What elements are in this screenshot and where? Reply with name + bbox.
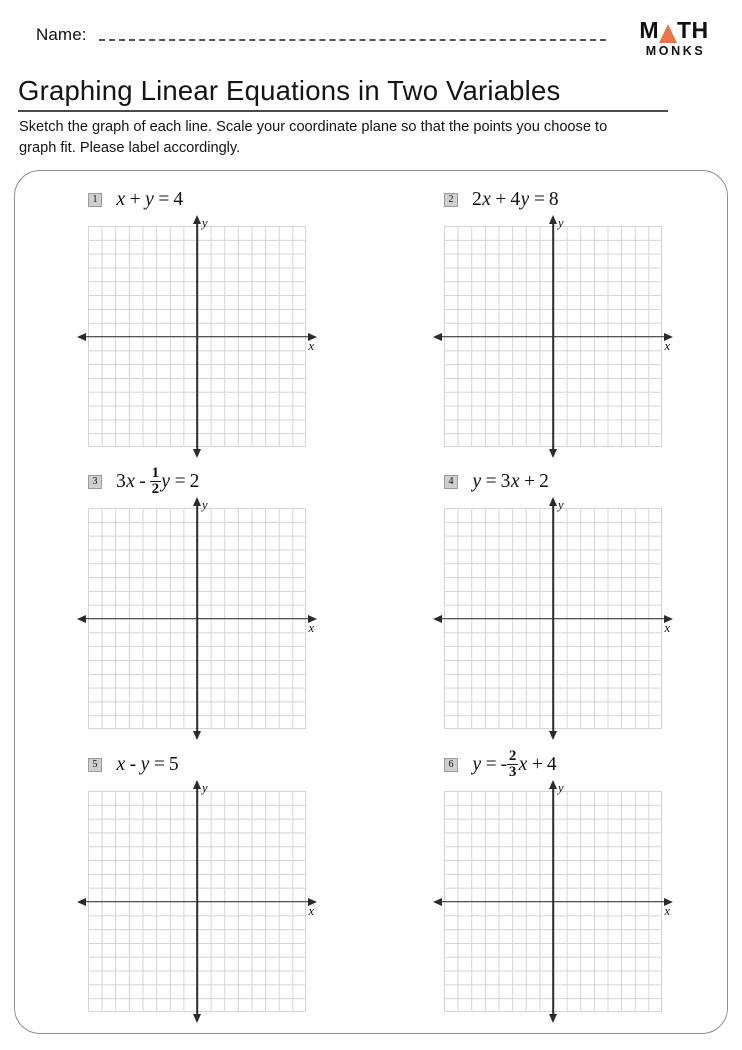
x-axis	[437, 336, 669, 338]
coordinate-plane-2[interactable]	[444, 216, 670, 447]
coordinate-plane-1[interactable]	[88, 216, 314, 447]
coordinate-plane-6[interactable]	[444, 781, 670, 1012]
problem-1-header	[88, 185, 306, 215]
eq-term: 2	[189, 471, 200, 492]
y-axis-label: y	[558, 498, 564, 512]
eq-term: 4	[173, 189, 184, 210]
name-row	[36, 26, 606, 43]
problem-4	[444, 467, 670, 729]
eq-term: 3	[116, 471, 126, 492]
problem-1-number: 1	[88, 193, 102, 207]
fraction-numerator: 1	[151, 465, 160, 482]
y-axis-down-arrow-icon	[193, 731, 201, 740]
eq-term: y	[472, 754, 482, 775]
page-title: Graphing Linear Equations in Two Variables	[18, 75, 561, 106]
coordinate-plane-4[interactable]	[444, 498, 670, 729]
eq-term: y	[472, 471, 482, 492]
logo-wordmark	[628, 18, 720, 42]
problem-2-header	[444, 185, 662, 215]
eq-term: x	[116, 189, 126, 210]
problem-1	[88, 185, 314, 447]
y-axis-up-arrow-icon	[193, 497, 201, 506]
eq-term: 4	[546, 754, 557, 775]
y-axis-label: y	[558, 216, 564, 230]
x-axis-label: x	[308, 338, 314, 353]
problem-6-header	[444, 750, 662, 780]
y-axis-down-arrow-icon	[549, 449, 557, 458]
eq-operator: +	[495, 189, 507, 210]
eq-operator: =	[485, 754, 497, 775]
math-monks-logo	[628, 18, 720, 58]
triangle-icon	[659, 24, 677, 43]
problem-4-equation	[472, 471, 549, 493]
eq-term: x	[518, 754, 528, 775]
x-axis	[81, 618, 313, 620]
fraction-one-half	[150, 466, 161, 497]
y-axis-down-arrow-icon	[193, 1014, 201, 1023]
problem-1-equation	[116, 189, 183, 211]
eq-negative-sign: -	[500, 754, 508, 775]
eq-operator: =	[174, 471, 186, 492]
eq-operator: -	[129, 754, 137, 775]
eq-term: 5	[168, 754, 179, 775]
problem-3-number: 3	[88, 475, 102, 489]
y-axis-label: y	[202, 781, 208, 795]
eq-term: x	[116, 754, 126, 775]
fraction-numerator: 2	[508, 748, 517, 765]
eq-operator: -	[139, 471, 146, 492]
eq-operator: =	[153, 754, 165, 775]
eq-term: 2	[472, 189, 482, 210]
y-axis-label: y	[202, 498, 208, 512]
y-axis-down-arrow-icon	[193, 449, 201, 458]
x-axis-left-arrow-icon	[77, 333, 86, 341]
problem-2-equation	[472, 189, 559, 211]
problem-3-header	[88, 467, 306, 497]
logo-text-after: TH	[677, 17, 709, 43]
eq-term: y	[145, 189, 154, 210]
x-axis-label: x	[308, 903, 314, 918]
x-axis-left-arrow-icon	[433, 615, 442, 623]
eq-term: 3	[500, 471, 511, 492]
x-axis	[437, 901, 669, 903]
problem-6-number: 6	[444, 758, 458, 772]
eq-term: y	[520, 189, 530, 210]
x-axis-left-arrow-icon	[433, 898, 442, 906]
name-write-in-line[interactable]	[99, 39, 606, 41]
x-axis-left-arrow-icon	[77, 898, 86, 906]
problem-6-equation	[472, 750, 557, 781]
problems-card	[14, 170, 728, 1034]
y-axis-label: y	[202, 216, 208, 230]
x-axis-left-arrow-icon	[77, 615, 86, 623]
y-axis-label: y	[558, 781, 564, 795]
problem-5-equation	[116, 754, 179, 776]
y-axis-up-arrow-icon	[193, 215, 201, 224]
eq-term: x	[482, 189, 491, 210]
logo-text-before: M	[639, 17, 659, 43]
x-axis-left-arrow-icon	[433, 333, 442, 341]
coordinate-plane-3[interactable]	[88, 498, 314, 729]
y-axis-up-arrow-icon	[549, 497, 557, 506]
problem-3	[88, 465, 314, 729]
instructions-text: Sketch the graph of each line. Scale your coordinate plane so that the points you choose to graph fit. Please label accordingly.	[19, 119, 608, 156]
problem-4-number: 4	[444, 475, 458, 489]
eq-term: y	[161, 471, 171, 492]
problem-2-number: 2	[444, 193, 458, 207]
y-axis-down-arrow-icon	[549, 731, 557, 740]
x-axis	[81, 336, 313, 338]
eq-operator: +	[524, 471, 536, 492]
eq-term: y	[140, 754, 150, 775]
problem-3-equation	[116, 467, 199, 498]
problem-5	[88, 750, 314, 1012]
fraction-two-thirds	[507, 749, 518, 780]
problem-5-header	[88, 750, 306, 780]
eq-operator: +	[129, 189, 141, 210]
eq-operator: =	[533, 189, 545, 210]
eq-operator: =	[158, 189, 170, 210]
eq-term: x	[126, 471, 135, 492]
eq-operator: +	[531, 754, 543, 775]
y-axis-up-arrow-icon	[549, 780, 557, 789]
y-axis-down-arrow-icon	[549, 1014, 557, 1023]
eq-operator: =	[485, 471, 497, 492]
coordinate-plane-5[interactable]	[88, 781, 314, 1012]
x-axis-label: x	[308, 620, 314, 635]
title-divider	[18, 110, 668, 112]
logo-subtext: MONKS	[645, 44, 706, 58]
eq-term: 4	[510, 189, 521, 210]
fraction-denominator: 3	[508, 764, 517, 781]
y-axis-up-arrow-icon	[549, 215, 557, 224]
fraction-denominator: 2	[151, 481, 160, 498]
y-axis-up-arrow-icon	[193, 780, 201, 789]
x-axis	[81, 901, 313, 903]
x-axis-label: x	[664, 338, 670, 353]
problem-2	[444, 185, 670, 447]
x-axis	[437, 618, 669, 620]
problem-6	[444, 748, 670, 1012]
eq-term: x	[510, 471, 520, 492]
problem-4-header	[444, 467, 662, 497]
x-axis-label: x	[664, 620, 670, 635]
eq-term: 2	[539, 471, 549, 492]
problem-5-number: 5	[88, 758, 102, 772]
name-label: Name:	[36, 25, 87, 44]
eq-term: 8	[548, 189, 559, 210]
x-axis-label: x	[664, 903, 670, 918]
